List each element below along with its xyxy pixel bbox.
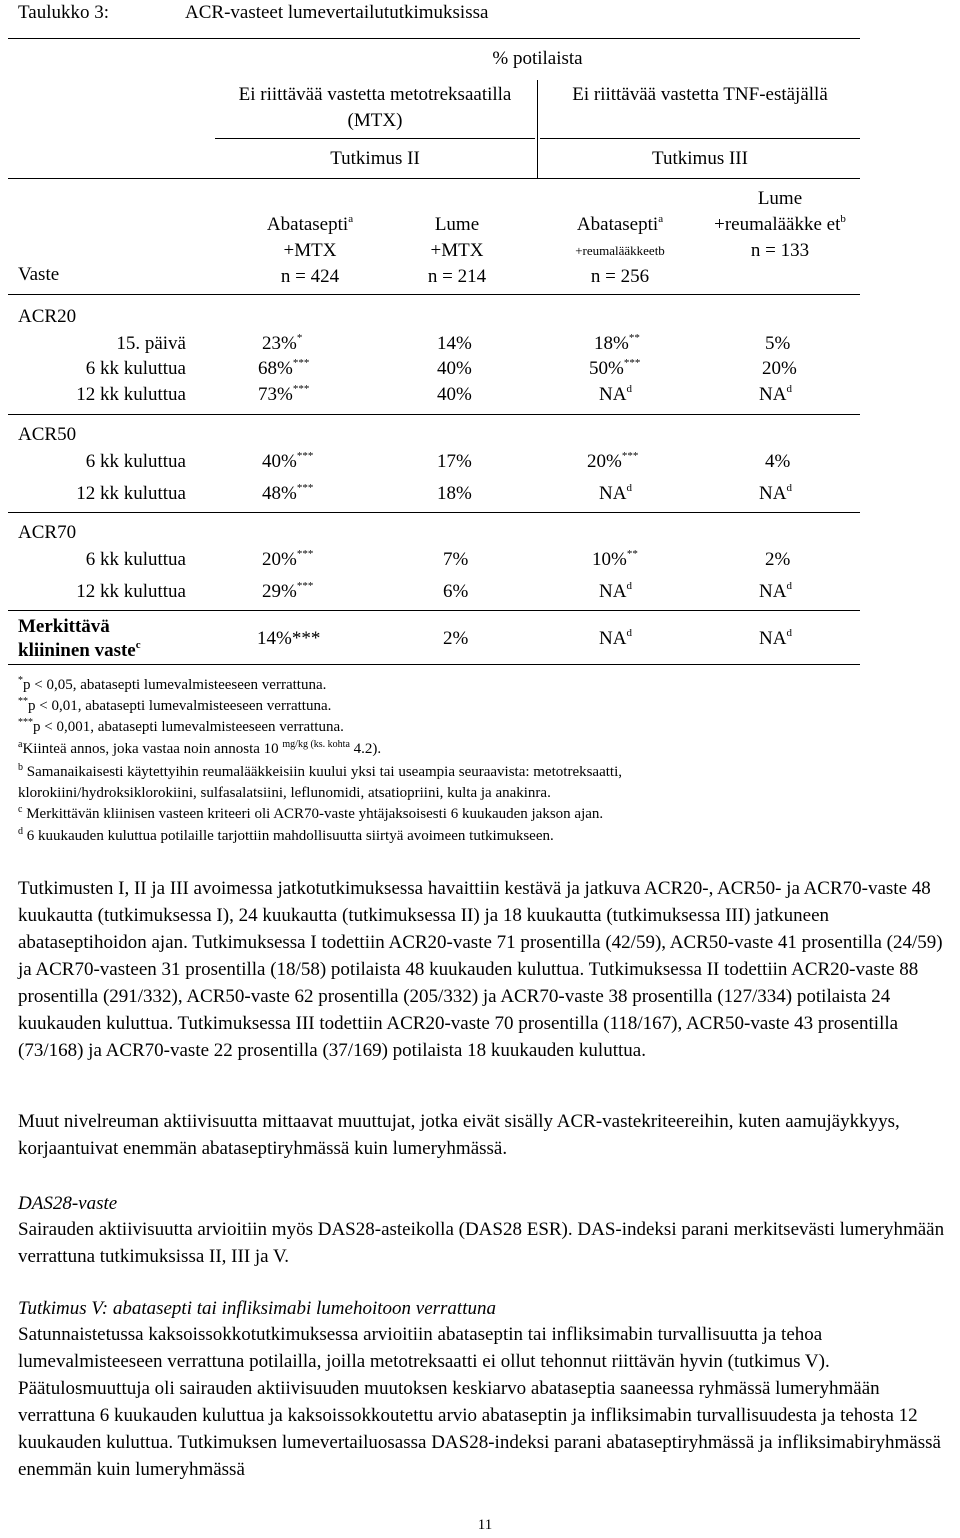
cell: $NA^d$ <box>599 580 632 602</box>
rule <box>8 178 860 179</box>
col1-line2: +MTX <box>283 240 337 261</box>
cell: 10%** <box>592 548 638 570</box>
col3-line2: +reumalääkkeetb <box>575 243 665 258</box>
col-header-lume-mtx <box>362 212 552 290</box>
acr70-label: ACR70 <box>18 522 77 543</box>
cell: 20%*** <box>587 450 639 472</box>
vaste-header: Vaste <box>18 264 60 285</box>
cell: 40% <box>437 358 472 379</box>
study-v-heading: Tutkimus V: abatasepti tai infliksimabi lumehoitoon verrattuna <box>18 1298 496 1319</box>
col-header-lume-reuma <box>700 186 860 264</box>
footnote: $^a$Kiinteä annos, joka vastaa noin annosta 10 $^{mg/kg (ks. kohta}$ 4.2). <box>18 739 382 757</box>
cell: 29%*** <box>262 580 314 602</box>
cell: $NA^d$ <box>759 627 792 649</box>
row-label: 12 kk kuluttua <box>76 384 186 405</box>
col3-sup: a <box>658 213 664 225</box>
footnote: $^c$ Merkittävän kliinisen vasteen kriteeri oli ACR70-vaste yhtäjaksoisesti 6 kuukauden jakson ajan. <box>18 804 604 822</box>
rule <box>8 664 860 665</box>
row-label: 6 kk kuluttua <box>85 451 186 472</box>
col3-n: n = 256 <box>590 266 650 287</box>
cell: 4% <box>765 451 791 472</box>
row-label: 6 kk kuluttua <box>85 549 186 570</box>
clinical-label-sup: c <box>135 639 141 651</box>
col2-n: n = 214 <box>427 266 487 287</box>
row-label: 15. päivä <box>116 333 186 354</box>
cell: 73%*** <box>258 383 310 405</box>
cell: 20% <box>762 358 797 379</box>
table-title: ACR-vasteet lumevertailututkimuksissa <box>185 2 489 23</box>
cell: 20%*** <box>262 548 314 570</box>
study-ii-header: Tutkimus II <box>330 148 420 169</box>
col1-sup: a <box>348 213 354 225</box>
cell: 7% <box>443 549 469 570</box>
footnote: ***p < 0,001, abatasepti lumevalmisteeseen verrattuna. <box>18 717 344 735</box>
das28-heading: DAS28-vaste <box>18 1193 118 1214</box>
col1-n: n = 424 <box>280 266 340 287</box>
row-label: 12 kk kuluttua <box>76 483 186 504</box>
col4-sup: b <box>840 213 846 225</box>
cell: 5% <box>765 333 791 354</box>
rule <box>8 294 860 295</box>
cell: 23%* <box>262 332 303 354</box>
col4-n: n = 133 <box>750 240 810 261</box>
cell: $NA^d$ <box>759 383 792 405</box>
footnote: $^d$ 6 kuukauden kuluttua potilaille tarjottiin mahdollisuutta siirtyä avoimeen tutkimukseen. <box>18 826 554 844</box>
table-top-rule <box>8 38 860 39</box>
rule <box>8 414 860 415</box>
rule <box>8 610 860 611</box>
clinical-response-label <box>18 615 141 663</box>
col2-line1: Lume <box>434 214 480 235</box>
cell: 40% <box>437 384 472 405</box>
acr20-label: ACR20 <box>18 306 77 327</box>
page-number: 11 <box>477 1517 493 1533</box>
col-header-abatasepti-reuma <box>525 212 715 290</box>
body-paragraph-3: Sairauden aktiivisuutta arvioitiin myös DAS28-asteikolla (DAS28 ESR). DAS-indeksi parani merkitsevästi lumeryhmään verrattuna tutkimuksissa II, III ja V. <box>18 1219 945 1267</box>
row-label: 12 kk kuluttua <box>76 581 186 602</box>
rule <box>215 138 535 139</box>
cell: $NA^d$ <box>599 627 632 649</box>
group-mtx-header: Ei riittävää vastetta metotreksaatilla (MTX) <box>238 84 512 131</box>
cell: 14% <box>437 333 472 354</box>
footnote: **p < 0,01, abatasepti lumevalmisteeseen verrattuna. <box>18 696 332 714</box>
cell: $NA^d$ <box>759 580 792 602</box>
cell: 18% <box>437 483 472 504</box>
cell: 14%*** <box>257 628 321 649</box>
cell: $NA^d$ <box>759 482 792 504</box>
body-paragraph-1: Tutkimusten I, II ja III avoimessa jatkotutkimuksessa havaittiin kestävä ja jatkuva ACR20-, ACR50- ja ACR70-vaste 48 kuukautta (tutkimuksessa I), 24 kuukautta (tutkimuksessa II) ja 18 kuukautta (tutkimuksessa III) jatkuneen abataseptihoidon ajan. Tutkimuksessa I todettiin ACR20-vaste 71 prosentilla (42/59), ACR50-vaste 41 prosentilla (24/59) ja ACR70-vasteen 31 prosentilla (18/58) potilaista 48 kuukauden kuluttua. Tutkimuksessa II todettiin ACR20-vaste 88 prosentilla (291/332), ACR50-vaste 62 prosentilla (205/332) ja ACR70-vaste 38 prosentilla (127/334) potilaista 24 kuukauden kuluttua. Tutkimuksessa III todettiin ACR20-vaste 70 prosentilla (118/167), ACR50-vaste 43 prosentilla (73/168) ja ACR70-vaste 22 prosentilla (37/169) potilaista 18 kuukauden kuluttua. <box>18 878 943 1061</box>
clinical-label-line1: Merkittävä <box>18 616 110 637</box>
cell: 40%*** <box>262 450 314 472</box>
study-iii-header: Tutkimus III <box>652 148 748 169</box>
col3-line1: Abatasepti <box>576 214 659 235</box>
divider <box>537 80 538 178</box>
footnote: klorokiini/hydroksiklorokiini, sulfasalatsiini, leflunomidi, atsatiopriini, kulta ja anakinra. <box>18 785 551 801</box>
percent-header: % potilaista <box>492 48 583 69</box>
footnote: $^b$ Samanaikaisesti käytettyihin reumalääkkeisiin kuului yksi tai useampia seuraavista: metotreksaatti, <box>18 762 623 780</box>
col4-line1: Lume +reumalääkke et <box>714 188 841 235</box>
body-paragraph-2: Muut nivelreuman aktiivisuutta mittaavat muuttujat, jotka eivät sisälly ACR-vastekriteereihin, kuten aamujäykkyys, korjaantuivat enemmän abataseptiryhmässä kuin lumeryhmässä. <box>18 1111 900 1159</box>
cell: $NA^d$ <box>599 482 632 504</box>
cell: 18%** <box>594 332 640 354</box>
cell: 17% <box>437 451 472 472</box>
cell: 68%*** <box>258 357 310 379</box>
cell: 48%*** <box>262 482 314 504</box>
col1-line1: Abatasepti <box>266 214 349 235</box>
cell: 2% <box>765 549 791 570</box>
cell: 2% <box>443 628 469 649</box>
row-label: 6 kk kuluttua <box>85 358 186 379</box>
rule <box>8 512 860 513</box>
rule <box>540 138 860 139</box>
group-tnf-header: Ei riittävää vastetta TNF-estäjällä <box>572 84 828 105</box>
col2-line2: +MTX <box>430 240 484 261</box>
clinical-label-line2: kliininen vaste <box>18 640 136 661</box>
table-label: Taulukko 3: <box>18 2 110 23</box>
body-paragraph-4: Satunnaistetussa kaksoissokkotutkimuksessa arvioitiin abataseptin tai infliksimabin turvallisuutta ja tehoa lumevalmisteeseen verrattuna potilailla, joilla metotreksaatti ei ollut tehonnut riittävän hyvin (tutkimus V). Päätulosmuuttuja oli sairauden aktiivisuuden muutoksen keskiarvo abataseptia saaneessa ryhmässä lumeryhmään verrattuna 6 kuukauden kuluttua ja kaksoissokkoutettu arvio abataseptin ja infliksimabin turvallisuudesta ja tehosta 12 kuukauden kuluttua. Tutkimuksen lumevertailuosassa DAS28-indeksi parani abataseptiryhmässä ja infliksimabiryhmässä enemmän kuin lumeryhmässä <box>18 1324 941 1480</box>
cell: 50%*** <box>589 357 641 379</box>
cell: 6% <box>443 581 469 602</box>
cell: $NA^d$ <box>599 383 632 405</box>
acr50-label: ACR50 <box>18 424 77 445</box>
footnote: *p < 0,05, abatasepti lumevalmisteeseen verrattuna. <box>18 675 327 693</box>
